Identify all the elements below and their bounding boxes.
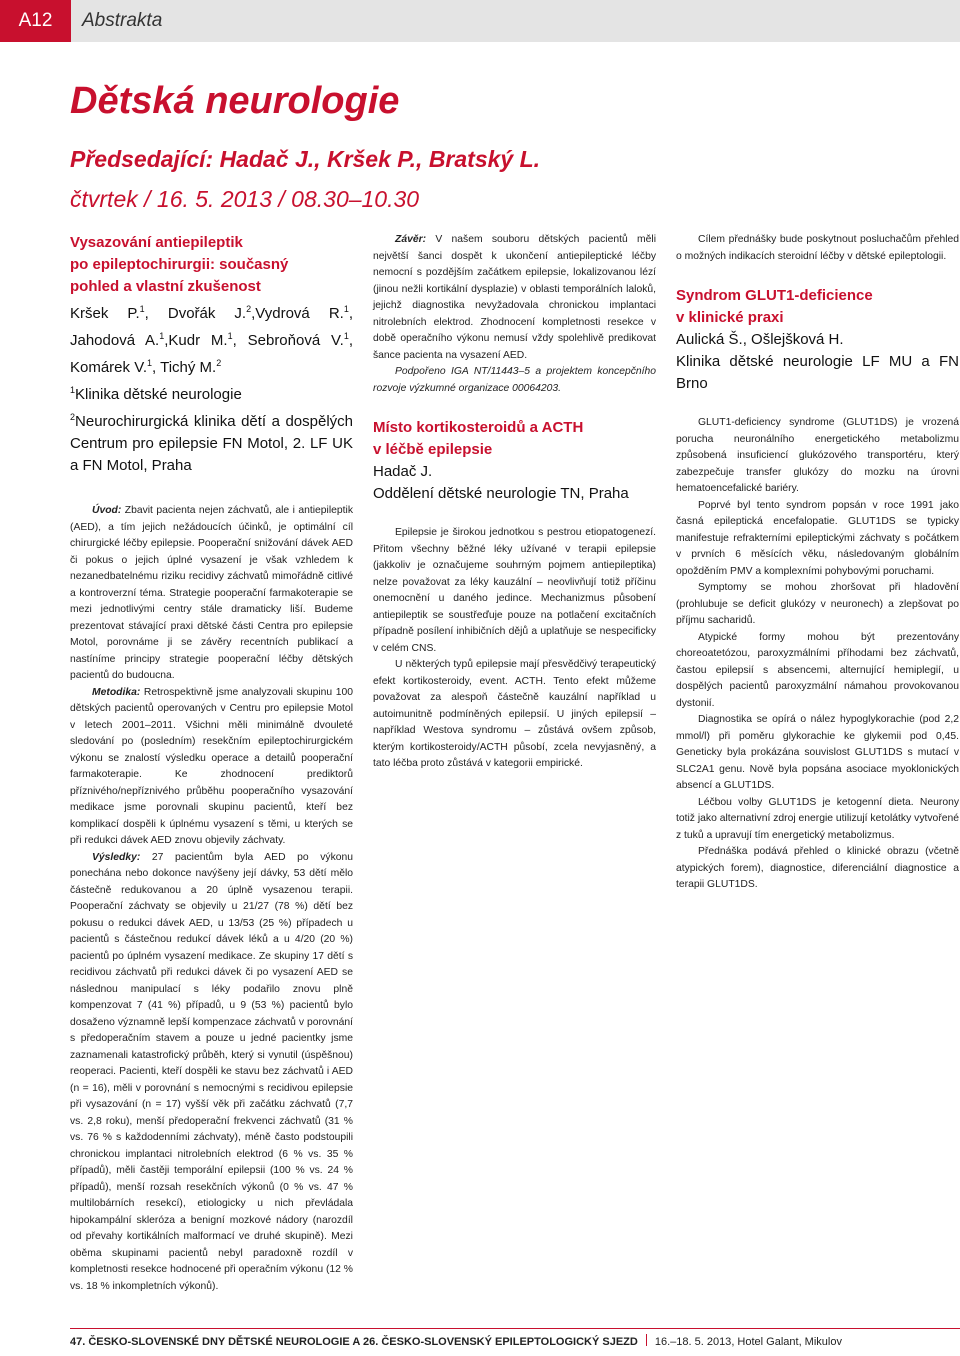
abstract3-affiliation: Klinika dětské neurologie LF MU a FN Brno [676,353,959,392]
spacer [373,505,656,525]
abstract-affiliation: $^1$Klinika dětské neurologie $^2$Neurochirurgická klinika dětí a dospělých Centrum pro epilepsie FN Motol, 2. LF UK a FN Motol, Praha [70,385,353,474]
abstract2-title-line: Místo kortikosteroidů a ACTH [373,419,584,436]
abstract-conclusion: Závěr: V našem souboru dětských pacientů měli největší šanci dospět k ukončení antiepileptické léčby nemocní s pozdějším začátkem epilepsie, lokalizovanou lézí (jinou nežli kortikální dysplazie) v oblasti temporálních laloků, jejichž diagnostika nevyžadovala chronickou implantaci nitrolebních elektrod. Zhodnocení kompletnosti resekce v době operačního výkonu nemusí vždy spolehlivě predikovat šance pacienta na vysazení AED. [373,234,656,361]
footer [70,1334,842,1350]
session-chairs: Předsedající: Hadač J., Kršek P., Bratský L. [70,146,541,172]
abstract2-paragraph: Epilepsie je širokou jednotkou s pestrou etiopatogenezí. Přitom všechny běžné léky užívané v terapii epilepsie (jakkoliv je označujeme souhrným pojmem antiepileptika) nelze považovat za léky kauzální – neovlivňují totiž příčinu onemocnění u daného jedince. Mechanizmus působení antiepileptik se soustřeďuje pouze na potlačení excitačních případně posílení inhibičních dějů a uplatňuje se nespecificky v celém CNS. [373,527,656,654]
abstract-intro: Úvod: Zbavit pacienta nejen záchvatů, ale i antiepileptik (AED), a tím jejich nežádoucích účinků, je optimální cíl chirurgické léčby epilepsie. Pooperační snižování dávek AED či pokus o jejich úplné vysazení je však vzhledem k nezanedbatelnému riziku recidivy záchvatů mimořádně citlivé a kontroverzní téma. Strategie pooperační farmakoterapie se mezi jednotlivými centry stále dramaticky liší. Budeme prezentovat stávající praxi dětské části Centra pro epilepsie Motol, porovnáme ji se závěry recentních publikací a nastíníme principy strategie pooperační léčby dětských pacientů do budoucna. [70,505,353,681]
abstract-methods: Metodika: Retrospektivně jsme analyzovali skupinu 100 dětských pacientů operovaných v Centru pro epilepsie Motol v letech 2001–2011. Všichni měli minimálně dvouleté sledování po (posledním) resekčním epileptochirurgickém výkonu se znalostí výsledku operace a detailů pooperační farmakoterapie. Ke zhodnocení prediktorů příznivého/nepříznivého průběhu pooperačního vysazování medikace jsme porovnali skupinu pacientů, kteří bez komplikací dospěli k úplnému vysazení s těmi, u kterých se při redukci dávek AED znovu objevily záchvaty. [70,686,353,846]
page-number: A12 [0,0,71,42]
column-3 [676,232,959,894]
footer-conference: 47. ČESKO-SLOVENSKÉ DNY DĚTSKÉ NEUROLOGIE A 26. ČESKO-SLOVENSKÝ EPILEPTOLOGICKÝ SJEZD [70,1336,638,1348]
abstract2-author: Hadač J. [373,463,433,480]
spacer [676,395,959,415]
abstract3-title-line: Syndrom GLUT1-deficience [676,287,873,304]
abstract3-paragraph: Poprvé byl tento syndrom popsán v roce 1991 jako časná epileptická encefalopatie. GLUT1DS se typicky manifestuje refrakterními epileptickými záchvaty s počátkem v prvních 6 měsících věku, následovaným globálním opožděním PMV a komplexními pohybovými poruchami. [676,499,959,577]
spacer [373,397,656,417]
header-bar [71,0,960,42]
abstract3-paragraph: Diagnostika se opírá o nález hypoglykorachie (pod 2,2 mmol/l) při poměru glykorachie ke glykemii pod 0,45. Geneticky byla prokázána souvislost GLUT1DS s mutací v SLC2A1 genu. Nově byla popsána asociace myoklonických absencí a GLUT1DS. [676,714,959,791]
column-2 [373,232,656,773]
footer-rule [70,1328,960,1329]
abstract3-paragraph: Přednáška podává přehled o klinické obrazu (včetně atypických forem), diagnostice, diferenciální diagnostice a terapii GLUT1DS. [676,846,959,890]
abstract3-paragraph: Léčbou volby GLUT1DS je ketogenní dieta. Neurony totiž jako alternativní zdroj energie utilizují ketolátky vytvořené z tuků a upravují tím energetický metabolizmus. [676,796,959,841]
spacer [676,265,959,285]
abstract3-paragraph: GLUT1-deficiency syndrome (GLUT1DS) je vrozená porucha neuronálního energetického metabolizmu způsobená insuficiencí glukózového transportéru, který zabezpečuje transfer glukózy do mozku na úrovni hematoencefalické bariéry. [676,417,959,494]
abstract2-title-line: v léčbě epilepsie [373,441,493,458]
abstract2-title [373,417,656,461]
abstract2-continued [676,232,959,894]
footer-dates: 16.–18. 5. 2013 [654,1336,732,1348]
footer-venue: , Hotel Galant, Mikulov [731,1336,842,1348]
abstract3-paragraph: Atypické formy mohou být prezentovány choreoatetózou, paroxyzmálními příhodami bez záchvatů, častou epilepsií s absencemi, alternující hemiplegií, u dospělých pacientů paroxyzmální námahou provokovanou dystonií. [676,631,959,709]
abstract3-paragraph: Symptomy se mohou zhoršovat při hladovění (prohlubuje se deficit glukózy v neuronech) a zlepšovat po příjmu sacharidů. [676,582,959,626]
conclusion-label: Závěr: [395,234,427,245]
session-datetime: čtvrtek / 16. 5. 2013 / 08.30–10.30 [70,186,420,212]
abstract2-paragraph: Cílem přednášky bude poskytnout posluchačům přehled o možných indikacích steroidní léčby v dětské epileptologii. [676,234,959,262]
abstract2-affiliation: Oddělení dětské neurologie TN, Praha [373,485,629,502]
results-continued [373,232,656,773]
abstract3-authors: Aulická Š., Ošlejšková H. [676,331,844,348]
abstract3-title [676,285,959,329]
abstract-funding: Podpořeno IGA NT/11443–5 a projektem koncepčního rozvoje výzkumné organizace 00064203. [373,366,656,394]
abstract-title: Vysazování antiepileptik po epileptochirurgii: současný pohled a vlastní zkušenost [70,234,289,295]
abstract2-paragraph: U některých typů epilepsie mají přesvědčivý terapeutický efekt kortikosteroidy, event. ACTH. Tento efekt můžeme považovat za alespoň částečně kauzální například u autoimunitně podmíněných epilepsií. U jiných epilepsií – například Westova syndromu – zůstává ovšem způsob, kterým kortikosteroidy/ACTH působí, zcela nevyjasněný, a tato léčba proto zůstává v kategorii empirické. [373,659,656,769]
abstract-authors: Kršek P.$^1$, Dvořák J.$^2$,Vydrová R.$^1$, Jahodová A.$^1$,Kudr M.$^1$, Sebroňová V.$^1$, Komárek V.$^1$, Tichý M.$^2$ [70,304,354,376]
abstract-results: Výsledky: 27 pacientům byla AED po výkonu ponechána nebo dokonce navýšeny její dávky, 53 dětí mělo částečně redukovanou a 20 úplně vysazenou terapii. Pooperační záchvaty se objevily u 21/27 (78 %) dětí bez pokusu o redukci dávek AED, u 13/53 (25 %) případech u pacientů s částečnou redukcí dávek léků a u 4/20 (20 %) pacientů po úplném vysazení medikace. Ze skupiny 17 dětí s recidivou záchvatů při redukci dávek či po vysazení AED se následnou manipulací s léky podařilo znovu plně kompenzovat 7 (41 %) případů, u 9 (53 %) pacientů bylo dosaženo významně lepší kompenzace záchvatů v porovnání s předoperačním stavem a pouze u jedné pacientky jsme zaznamenali katastrofický průběh, který si vynutil (úspěšnou) reoperaci. Pacienti, kteří dospěli ke stavu bez záchvatů i AED (n = 16), měli v porovnání s nemocnými s recidivou epilepsie při vysazování (n = 17) vyšší věk při začátku záchvatů (7,7 vs. 2,8 roku), menší předoperační frekvenci záchvatů (31 % vs. 76 % s každodenními záchvaty), méně často podstoupili chronickou implantaci nitrolebních elektrod (6 % vs. 35 % případů), měli častěji temporální epilepsii (100 % vs. 24 % případů), menší rozsah resekčních výkonů (0 % vs. 47 % multilobárních resekcí), etiologicky u nich převládala hipokampální skleróza a benigní mozkové nádory (narozdíl od převahy kortikálních malformací ve druhé skupině). Mezi oběma skupinami pacientů nebyl paradoxně rozdíl v kompletnosti resekce hodnocené při operačním výkonu (12 % vs. 18 % inkompletních výkonů). [70,851,353,1292]
page-title: Dětská neurologie [70,80,400,122]
abstract3-title-line: v klinické praxi [676,309,784,326]
section-label: Abstrakta [82,10,163,31]
column-1 [70,232,353,1295]
